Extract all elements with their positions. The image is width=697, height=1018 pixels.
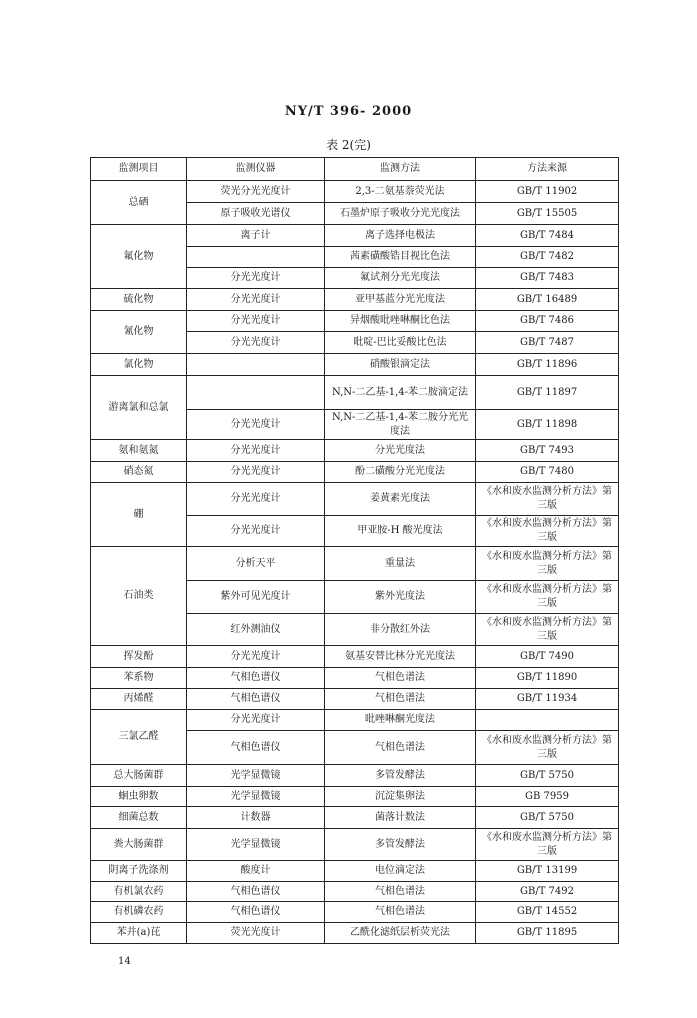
standard-code: NY/T 396- 2000 — [284, 104, 413, 119]
source-cell: GB/T 16489 — [476, 289, 619, 311]
instrument-cell: 荧光分光光度计 — [187, 181, 325, 203]
table-row — [91, 646, 619, 668]
table-row — [91, 829, 619, 861]
item-cell: 石油类 — [91, 547, 187, 646]
table-row — [91, 483, 619, 516]
table-row — [91, 807, 619, 829]
source-cell: GB/T 14552 — [476, 902, 619, 923]
method-cell: N,N-二乙基-1,4-苯二胺滴定法 — [325, 376, 476, 410]
table-row — [91, 710, 619, 731]
item-cell: 氯化物 — [91, 354, 187, 376]
source-cell: 《水和废水监测分析方法》第三版 — [476, 614, 619, 646]
source-cell: GB/T 7490 — [476, 646, 619, 668]
table-row — [91, 923, 619, 944]
instrument-cell: 气相色谱仪 — [187, 902, 325, 923]
instrument-cell: 紫外可见光度计 — [187, 581, 325, 614]
table-row — [91, 547, 619, 581]
source-cell: GB/T 11896 — [476, 354, 619, 376]
source-cell: GB/T 7482 — [476, 247, 619, 268]
instrument-cell: 荧光光度计 — [187, 923, 325, 944]
table-row — [91, 668, 619, 689]
method-cell: 吡啶-巴比妥酸比色法 — [325, 332, 476, 354]
source-cell: GB/T 7483 — [476, 268, 619, 289]
item-cell: 粪大肠菌群 — [91, 829, 187, 861]
method-cell: 氨基安替比林分光光度法 — [325, 646, 476, 668]
instrument-cell: 酸度计 — [187, 861, 325, 882]
item-cell: 阴离子洗涤剂 — [91, 861, 187, 882]
method-cell: 气相色谱法 — [325, 689, 476, 710]
method-cell: 多管发酵法 — [325, 829, 476, 861]
source-cell: GB/T 15505 — [476, 203, 619, 225]
item-cell: 丙烯醛 — [91, 689, 187, 710]
column-header: 监测仪器 — [187, 158, 325, 181]
item-cell: 游离氯和总氯 — [91, 376, 187, 440]
item-cell: 氨和氨氮 — [91, 440, 187, 462]
source-cell: GB/T 11934 — [476, 689, 619, 710]
column-header: 监测方法 — [325, 158, 476, 181]
table-row — [91, 765, 619, 787]
table-row — [91, 689, 619, 710]
instrument-cell: 光学显微镜 — [187, 829, 325, 861]
method-cell: N,N-二乙基-1,4-苯二胺分光光度法 — [325, 410, 476, 440]
instrument-cell: 分光光度计 — [187, 440, 325, 462]
instrument-cell — [187, 247, 325, 268]
source-cell: GB/T 7486 — [476, 311, 619, 332]
table-body — [91, 181, 619, 944]
column-header: 方法来源 — [476, 158, 619, 181]
source-cell: 《水和废水监测分析方法》第三版 — [476, 829, 619, 861]
source-cell: GB/T 7480 — [476, 462, 619, 483]
method-cell: 石墨炉原子吸收分光光度法 — [325, 203, 476, 225]
table-row — [91, 354, 619, 376]
source-cell: GB/T 11898 — [476, 410, 619, 440]
method-cell: 气相色谱法 — [325, 668, 476, 689]
method-cell: 乙酰化滤纸层析荧光法 — [325, 923, 476, 944]
item-cell: 三氯乙醛 — [91, 710, 187, 765]
item-cell: 有机磷农药 — [91, 902, 187, 923]
instrument-cell: 分光光度计 — [187, 311, 325, 332]
instrument-cell: 气相色谱仪 — [187, 882, 325, 902]
instrument-cell: 分光光度计 — [187, 410, 325, 440]
method-cell: 气相色谱法 — [325, 902, 476, 923]
source-cell: 《水和废水监测分析方法》第三版 — [476, 547, 619, 581]
source-cell — [476, 710, 619, 731]
method-cell: 茜素磺酸锆目视比色法 — [325, 247, 476, 268]
instrument-cell: 气相色谱仪 — [187, 689, 325, 710]
item-cell: 有机氯农药 — [91, 882, 187, 902]
table-row — [91, 181, 619, 203]
column-header: 监测项目 — [91, 158, 187, 181]
item-cell: 蛔虫卵数 — [91, 787, 187, 807]
source-cell: GB/T 11902 — [476, 181, 619, 203]
method-cell: 硝酸银滴定法 — [325, 354, 476, 376]
method-cell: 2,3-二氨基萘荧光法 — [325, 181, 476, 203]
item-cell: 硼 — [91, 483, 187, 547]
method-cell: 离子选择电极法 — [325, 225, 476, 247]
item-cell: 挥发酚 — [91, 646, 187, 668]
instrument-cell: 计数器 — [187, 807, 325, 829]
source-cell: GB/T 7493 — [476, 440, 619, 462]
table-row — [91, 289, 619, 311]
table-row — [91, 902, 619, 923]
method-cell: 亚甲基蓝分光光度法 — [325, 289, 476, 311]
monitoring-methods-table — [90, 157, 619, 944]
method-cell: 氟试剂分光光度法 — [325, 268, 476, 289]
item-cell: 总大肠菌群 — [91, 765, 187, 787]
method-cell: 气相色谱法 — [325, 731, 476, 765]
item-cell: 苯并(a)芘 — [91, 923, 187, 944]
method-cell: 菌落计数法 — [325, 807, 476, 829]
item-cell: 苯系物 — [91, 668, 187, 689]
instrument-cell: 气相色谱仪 — [187, 668, 325, 689]
page-number: 14 — [118, 956, 131, 967]
method-cell: 紫外光度法 — [325, 581, 476, 614]
table-row — [91, 376, 619, 410]
instrument-cell: 光学显微镜 — [187, 787, 325, 807]
method-cell: 气相色谱法 — [325, 882, 476, 902]
instrument-cell: 红外测油仪 — [187, 614, 325, 646]
source-cell: GB/T 7492 — [476, 882, 619, 902]
instrument-cell: 分光光度计 — [187, 516, 325, 547]
method-cell: 姜黄素光度法 — [325, 483, 476, 516]
source-cell: GB/T 7484 — [476, 225, 619, 247]
table-row — [91, 882, 619, 902]
instrument-cell: 分光光度计 — [187, 710, 325, 731]
instrument-cell: 分光光度计 — [187, 332, 325, 354]
instrument-cell: 分析天平 — [187, 547, 325, 581]
table-caption: 表 2(完) — [326, 138, 371, 152]
source-cell: GB/T 11897 — [476, 376, 619, 410]
method-cell: 酚二磺酸分光光度法 — [325, 462, 476, 483]
instrument-cell: 分光光度计 — [187, 483, 325, 516]
method-cell: 吡唑啉酮光度法 — [325, 710, 476, 731]
instrument-cell: 分光光度计 — [187, 462, 325, 483]
instrument-cell: 离子计 — [187, 225, 325, 247]
table-row — [91, 440, 619, 462]
source-cell: 《水和废水监测分析方法》第三版 — [476, 731, 619, 765]
method-cell: 分光光度法 — [325, 440, 476, 462]
table-row — [91, 861, 619, 882]
source-cell: GB/T 5750 — [476, 765, 619, 787]
method-cell: 沉淀集卵法 — [325, 787, 476, 807]
source-cell: GB/T 7487 — [476, 332, 619, 354]
instrument-cell — [187, 354, 325, 376]
source-cell: GB/T 13199 — [476, 861, 619, 882]
method-cell: 电位滴定法 — [325, 861, 476, 882]
instrument-cell: 分光光度计 — [187, 289, 325, 311]
method-cell: 甲亚胺-H 酸光度法 — [325, 516, 476, 547]
instrument-cell: 分光光度计 — [187, 268, 325, 289]
source-cell: GB/T 11890 — [476, 668, 619, 689]
item-cell: 氰化物 — [91, 311, 187, 354]
source-cell: GB/T 11895 — [476, 923, 619, 944]
instrument-cell: 气相色谱仪 — [187, 731, 325, 765]
instrument-cell: 原子吸收光谱仪 — [187, 203, 325, 225]
table-row — [91, 787, 619, 807]
item-cell: 总硒 — [91, 181, 187, 225]
item-cell: 细菌总数 — [91, 807, 187, 829]
method-cell: 非分散红外法 — [325, 614, 476, 646]
table-row — [91, 311, 619, 332]
source-cell: 《水和废水监测分析方法》第三版 — [476, 516, 619, 547]
source-cell: 《水和废水监测分析方法》第三版 — [476, 483, 619, 516]
instrument-cell: 光学显微镜 — [187, 765, 325, 787]
instrument-cell — [187, 376, 325, 410]
item-cell: 氟化物 — [91, 225, 187, 289]
table-row — [91, 225, 619, 247]
method-cell: 异烟酸吡唑啉酮比色法 — [325, 311, 476, 332]
method-cell: 多管发酵法 — [325, 765, 476, 787]
item-cell: 硫化物 — [91, 289, 187, 311]
source-cell: GB/T 5750 — [476, 807, 619, 829]
source-cell: GB 7959 — [476, 787, 619, 807]
item-cell: 硝态氮 — [91, 462, 187, 483]
table-row — [91, 462, 619, 483]
source-cell: 《水和废水监测分析方法》第三版 — [476, 581, 619, 614]
method-cell: 重量法 — [325, 547, 476, 581]
table-header-row — [91, 158, 619, 181]
instrument-cell: 分光光度计 — [187, 646, 325, 668]
